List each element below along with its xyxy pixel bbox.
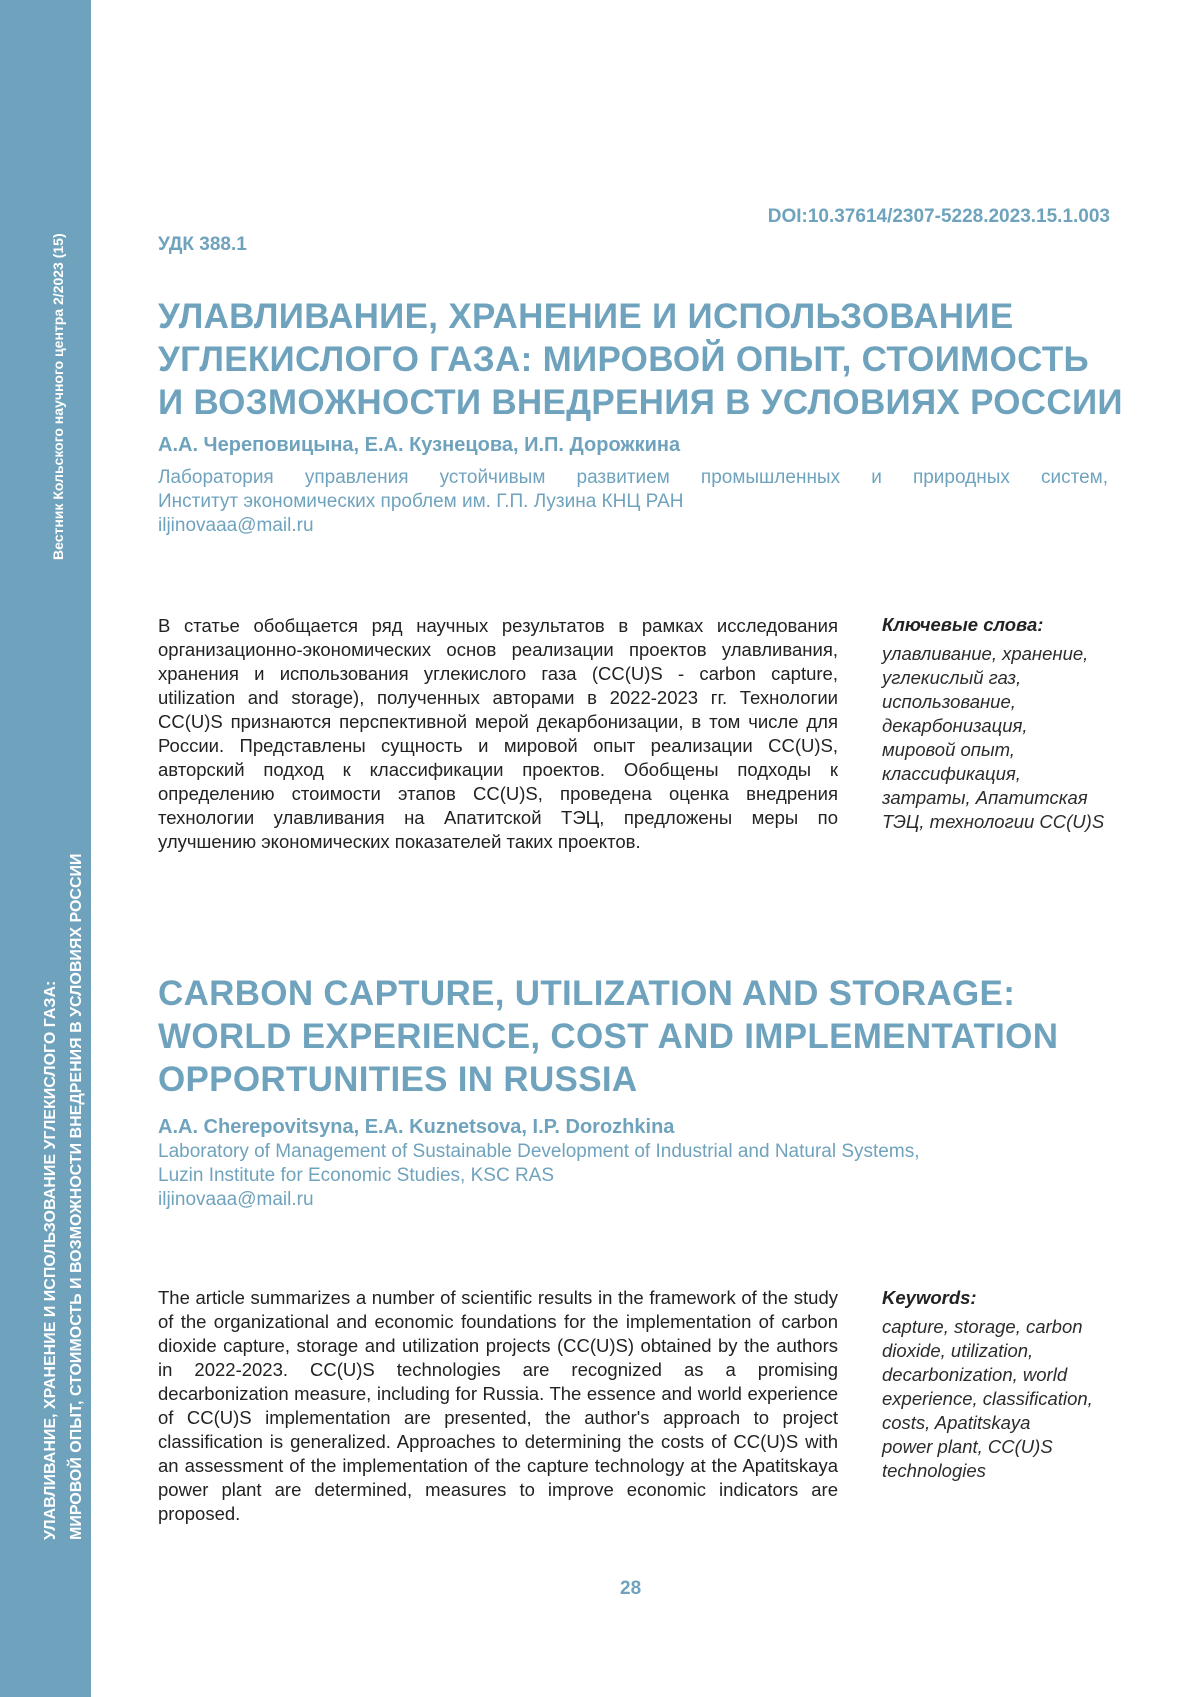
title-line: OPPORTUNITIES IN RUSSIA — [158, 1060, 638, 1099]
affiliation-line: Luzin Institute for Economic Studies, KSC RAS — [158, 1165, 555, 1186]
authors-en: A.A. Cherepovitsyna, E.A. Kuznetsova, I.P. Dorozhkina — [158, 1116, 675, 1138]
keywords-en — [882, 1286, 1122, 1483]
title-line: И ВОЗМОЖНОСТИ ВНЕДРЕНИЯ В УСЛОВИЯХ РОССИИ — [158, 383, 1123, 422]
keyword-line: decarbonization, world — [882, 1364, 1068, 1385]
title-line: CARBON CAPTURE, UTILIZATION AND STORAGE: — [158, 974, 1016, 1013]
keyword-line: использование, — [882, 691, 1016, 712]
abstract-ru: В статье обобщается ряд научных результатов в рамках исследования организационно-экономических основ реализации проектов улавливания, хранения и использования углекислого газа (CC(U)S - carbon capture, utilization and storage), полученных авторами в 2022-2023 гг. Технологии CC(U)S признаются перспективной мерой декарбонизации, в том числе для России. Представлены сущность и мировой опыт реализации CC(U)S, авторский подход к классификации проектов. Обобщены подходы к определению стоимости этапов CC(U)S, проведена оценка внедрения технологии улавливания на Апатитской ТЭЦ, предложены меры по улучшению экономических показателей таких проектов. — [158, 615, 838, 852]
title-ru — [158, 295, 1123, 424]
keywords-ru — [882, 613, 1122, 834]
email-link[interactable]: iljinovaaa@mail.ru — [158, 1189, 314, 1210]
running-title-line: УЛАВЛИВАНИЕ, ХРАНЕНИЕ И ИСПОЛЬЗОВАНИЕ УГЛЕКИСЛОГО ГАЗА: — [42, 980, 59, 1540]
keyword-line: power plant, CC(U)S — [882, 1436, 1053, 1457]
doi-link[interactable]: DOI:10.37614/2307-5228.2023.15.1.003 — [767, 206, 1110, 227]
affiliation-line: Лаборатория управления устойчивым развитием промышленных и природных систем, — [158, 467, 1108, 488]
title-line: УЛАВЛИВАНИЕ, ХРАНЕНИЕ И ИСПОЛЬЗОВАНИЕ — [158, 297, 1014, 336]
keywords-title: Keywords: — [882, 1287, 977, 1308]
keyword-line: углекислый газ, — [882, 667, 1022, 688]
udk-code: УДК 388.1 — [158, 234, 247, 255]
journal-running-head: Вестник Кольского научного центра 2/2023 (15) — [50, 233, 66, 560]
keyword-line: technologies — [882, 1460, 986, 1481]
abstract-en: The article summarizes a number of scientific results in the framework of the study of the organizational and economic foundations for the implementation of carbon dioxide capture, storage and utilization projects (CC(U)S) obtained by the authors in 2022-2023. CC(U)S technologies are recognized as a promising decarbonization measure, including for Russia. The essence and world experience of CC(U)S implementation are presented, the author's approach to project classification is generalized. Approaches to determining the costs of CC(U)S with an assessment of the implementation of the capture technology at the Apatitskaya power plant are determined, measures to improve economic indicators are proposed. — [158, 1287, 838, 1524]
article-running-title — [38, 853, 90, 1540]
page-number: 28 — [620, 1578, 642, 1599]
keyword-line: ТЭЦ, технологии CC(U)S — [882, 811, 1105, 832]
email-link[interactable]: iljinovaaa@mail.ru — [158, 515, 314, 536]
keyword-line: классификация, — [882, 763, 1021, 784]
affiliation-line: Институт экономических проблем им. Г.П. Лузина КНЦ РАН — [158, 491, 684, 512]
title-line: WORLD EXPERIENCE, COST AND IMPLEMENTATION — [158, 1017, 1059, 1056]
keyword-line: costs, Apatitskaya — [882, 1412, 1031, 1433]
running-title-line: МИРОВОЙ ОПЫТ, СТОИМОСТЬ И ВОЗМОЖНОСТИ ВНЕДРЕНИЯ В УСЛОВИЯХ РОССИИ — [68, 853, 85, 1540]
keyword-line: затраты, Апатитская — [882, 787, 1088, 808]
keyword-line: декарбонизация, — [882, 715, 1028, 736]
sidebar-band — [0, 0, 91, 1697]
affiliation-line: Laboratory of Management of Sustainable Development of Industrial and Natural Systems, — [158, 1141, 920, 1162]
keyword-line: experience, classification, — [882, 1388, 1093, 1409]
affiliation-ru — [158, 466, 1108, 538]
affiliation-en — [158, 1140, 1108, 1212]
title-en — [158, 972, 1118, 1101]
keyword-line: мировой опыт, — [882, 739, 1015, 760]
authors-ru: А.А. Череповицына, Е.А. Кузнецова, И.П. Дорожкина — [158, 434, 681, 456]
keyword-line: capture, storage, carbon — [882, 1316, 1083, 1337]
title-line: УГЛЕКИСЛОГО ГАЗА: МИРОВОЙ ОПЫТ, СТОИМОСТЬ — [158, 340, 1089, 379]
keyword-line: улавливание, хранение, — [882, 643, 1089, 664]
keywords-title: Ключевые слова: — [882, 614, 1044, 635]
keyword-line: dioxide, utilization, — [882, 1340, 1034, 1361]
